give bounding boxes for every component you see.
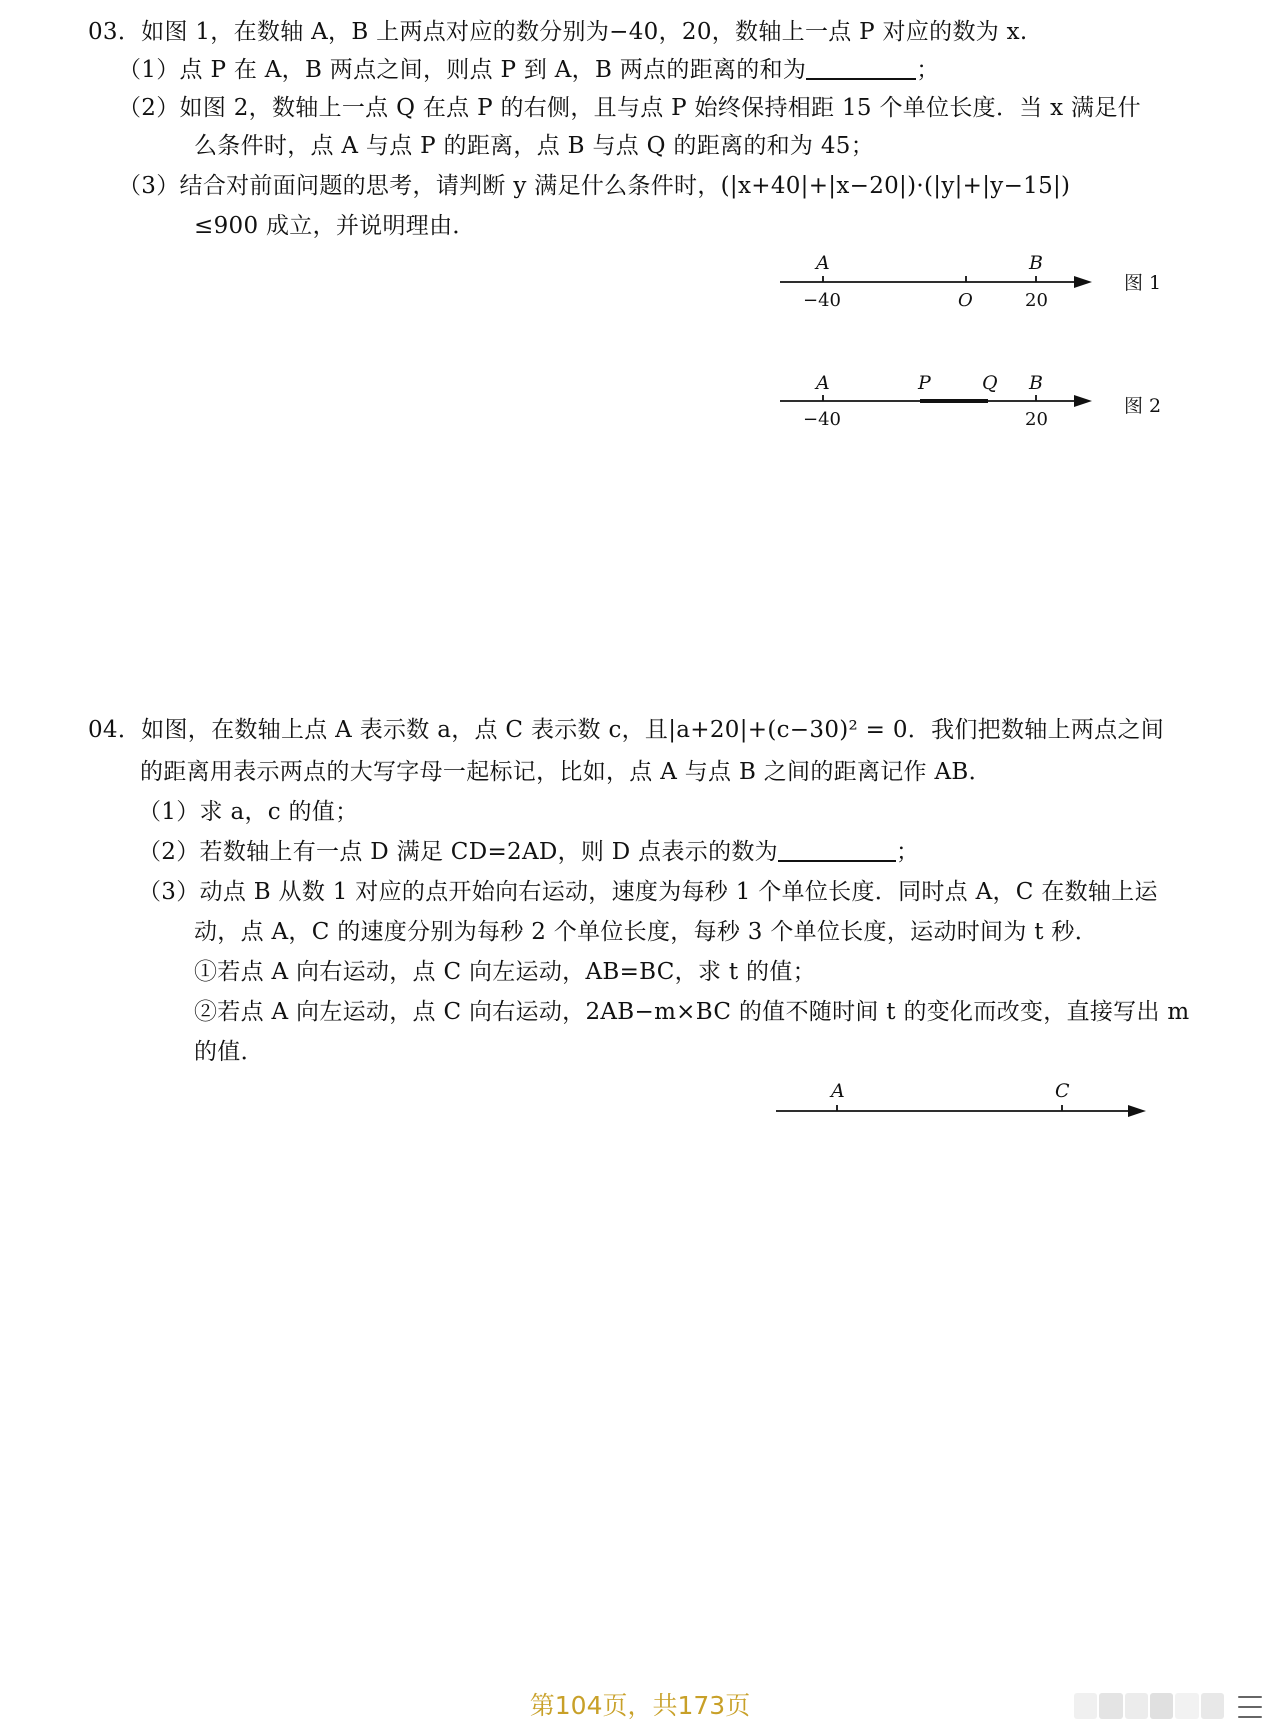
fig1-caption: 图 1 [1124,272,1162,294]
fig2-label-a: A [816,372,830,394]
q04-part2-end: ； [895,839,920,865]
menu-lines-icon[interactable] [1238,1696,1262,1718]
q04-part2-text: （2）若数轴上有一点 D 满足 CD=2AD，则 D 点表示的数为 [138,839,778,865]
q04-fig-label-a: A [831,1080,845,1102]
q04-fig-label-c: C [1055,1080,1070,1102]
q04-part3-line2: 动，点 A，C 的速度分别为每秒 2 个单位长度，每秒 3 个单位长度，运动时间为 t 秒． [194,919,1099,945]
q04-stem-line2: 的距离用表示两点的大写字母一起标记，比如，点 A 与点 B 之间的距离记作 AB． [140,759,992,785]
status-bar-icon [1074,1693,1224,1719]
fig1-label-b: B [1029,252,1043,274]
q03-stem: 03．如图 1，在数轴 A，B 上两点对应的数分别为−40，20，数轴上一点 P 对应的数为 x. [88,19,1028,45]
fig1-tick-o: O [958,290,973,311]
fig2-label-p: P [918,372,931,394]
fig2-label-q: Q [982,372,998,394]
q03-part1-text: （1）点 P 在 A，B 两点之间，则点 P 到 A，B 两点的距离的和为 [118,57,807,83]
q04-part3-sub1: ①若点 A 向右运动，点 C 向左运动，AB=BC，求 t 的值； [194,959,816,985]
fig2-tick-b: 20 [1025,409,1048,430]
page-number: 第104页，共173页 [529,1691,751,1720]
fig2-caption: 图 2 [1124,395,1162,417]
q04-part3-sub2-line2: 的值． [194,1039,264,1065]
fig1-label-a: A [816,252,830,274]
q04-stem-line1: 04．如图，在数轴上点 A 表示数 a，点 C 表示数 c，且|a+20|+(c−30)² = 0．我们把数轴上两点之间 [88,717,1165,743]
q04-part3-sub2-line1: ②若点 A 向左运动，点 C 向右运动，2AB−m×BC 的值不随时间 t 的变化而改变，直接写出 m [194,999,1190,1025]
fig2-label-b: B [1029,372,1043,394]
fig1-tick-a: −40 [803,290,841,311]
fig1-tick-b: 20 [1025,290,1048,311]
q03-part1-end: ； [916,57,940,83]
q04-part1: （1）求 a，c 的值； [138,799,359,825]
q04-part3-line1: （3）动点 B 从数 1 对应的点开始向右运动，速度为每秒 1 个单位长度．同时点 A，C 在数轴上运 [138,879,1158,905]
q03-part3-line1: （3）结合对前面问题的思考，请判断 y 满足什么条件时，(|x+40|+|x−20|)·(|y|+|y−15|) [118,173,1071,199]
q03-part3-line2: ≤900 成立，并说明理由． [194,213,476,239]
fig2-tick-a: −40 [803,409,841,430]
q03-part2-line1: （2）如图 2，数轴上一点 Q 在点 P 的右侧，且与点 P 始终保持相距 15 个单位长度．当 x 满足什 [118,95,1141,121]
q03-part2-line2: 么条件时，点 A 与点 P 的距离，点 B 与点 Q 的距离的和为 45； [194,133,875,159]
